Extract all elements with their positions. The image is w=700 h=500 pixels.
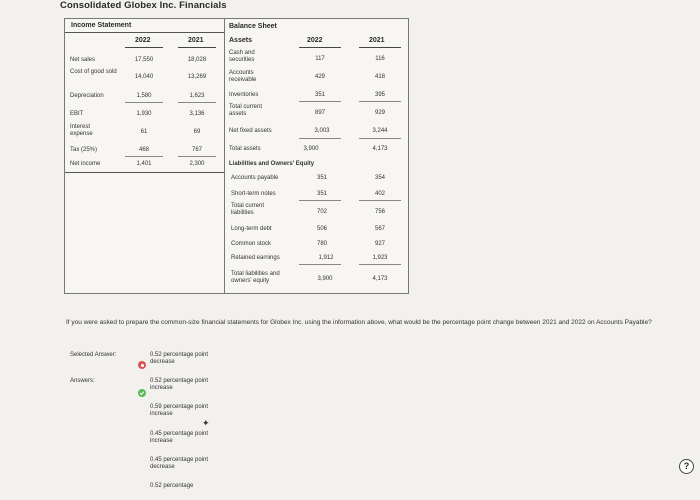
income-subtotal-rule bbox=[125, 156, 163, 157]
assets-heading: Assets bbox=[229, 37, 252, 44]
liability-total-rule bbox=[299, 264, 341, 265]
income-title-rule bbox=[65, 32, 224, 33]
income-subtotal-rule bbox=[178, 102, 216, 103]
liability-subtotal-rule bbox=[299, 200, 341, 201]
asset-subtotal-rule bbox=[299, 101, 341, 102]
liability-row-2021: 4,173 bbox=[372, 276, 388, 282]
mouse-cursor-icon: ✦ bbox=[202, 418, 210, 428]
liability-row-2022: 1,912 bbox=[318, 255, 334, 261]
income-row-label: Interest expense bbox=[70, 124, 93, 137]
liabilities-heading: Liabilities and Owners' Equity bbox=[229, 161, 315, 167]
liability-row-2021: 1,923 bbox=[372, 255, 388, 261]
asset-row-2022: 3,003 bbox=[314, 128, 330, 134]
income-row-label: Net income bbox=[70, 161, 101, 167]
asset-row-2021: 929 bbox=[374, 110, 385, 116]
asset-row-2021: 418 bbox=[374, 74, 385, 80]
answer-option: 0.52 percentage point increase bbox=[150, 378, 209, 391]
income-bottom-rule bbox=[65, 172, 224, 173]
income-row-2022: 468 bbox=[138, 147, 149, 153]
asset-total-rule bbox=[299, 138, 341, 139]
asset-row-label: Total assets bbox=[229, 146, 261, 152]
answer-option: 0.45 percentage point decrease bbox=[150, 457, 209, 470]
liability-row-2022: 351 bbox=[316, 175, 327, 181]
question-text: If you were asked to prepare the common-size financial statements for Globex Inc. using the information above, what would be the percentage point change between 2021 and 2022 on Accounts Payable? bbox=[66, 319, 652, 326]
asset-row-2021: 3,244 bbox=[372, 128, 388, 134]
balance-year-2022: 2022 bbox=[307, 37, 323, 44]
balance-2021-header-rule bbox=[359, 47, 401, 48]
liability-row-label: Total liabilities and owners' equity bbox=[231, 271, 280, 284]
asset-total-rule bbox=[359, 138, 401, 139]
asset-row-2021: 395 bbox=[374, 92, 385, 98]
asset-row-2022: 351 bbox=[314, 92, 325, 98]
income-row-2022: 61 bbox=[140, 129, 148, 135]
liability-row-2021: 927 bbox=[374, 241, 385, 247]
income-row-2021: 2,300 bbox=[189, 161, 205, 167]
asset-row-2021: 4,173 bbox=[372, 146, 388, 152]
incorrect-icon bbox=[138, 361, 146, 369]
section-divider bbox=[224, 19, 225, 293]
income-row-2022: 17,550 bbox=[134, 57, 154, 63]
income-statement-title: Income Statement bbox=[71, 22, 132, 29]
asset-row-label: Inventories bbox=[229, 92, 259, 98]
income-row-2022: 1,580 bbox=[136, 93, 152, 99]
income-subtotal-rule bbox=[125, 102, 163, 103]
income-2022-header-rule bbox=[125, 47, 163, 48]
balance-sheet-title: Balance Sheet bbox=[229, 23, 277, 30]
help-icon[interactable]: ? bbox=[679, 459, 694, 474]
asset-row-2022: 3,900 bbox=[303, 146, 319, 152]
income-row-2021: 69 bbox=[193, 129, 201, 135]
income-row-label: Depreciation bbox=[70, 93, 104, 99]
answer-option: 0.59 percentage point increase bbox=[150, 404, 209, 417]
liability-row-2021: 756 bbox=[374, 209, 385, 215]
asset-subtotal-rule bbox=[359, 101, 401, 102]
liability-row-2022: 351 bbox=[316, 191, 327, 197]
income-row-2022: 1,930 bbox=[136, 111, 152, 117]
answer-option: 0.52 percentage bbox=[150, 483, 194, 489]
liability-row-label: Total current liabilities bbox=[231, 203, 265, 216]
liability-row-2022: 702 bbox=[316, 209, 327, 215]
balance-2022-header-rule bbox=[299, 47, 341, 48]
income-row-label: EBIT bbox=[70, 111, 84, 117]
asset-row-2022: 897 bbox=[314, 110, 325, 116]
liability-row-2021: 402 bbox=[374, 191, 385, 197]
selected-answer-text: 0.52 percentage point decrease bbox=[150, 352, 209, 365]
liability-row-label: Long-term debt bbox=[231, 226, 272, 232]
income-year-2021: 2021 bbox=[188, 37, 204, 44]
income-row-label: Net sales bbox=[70, 57, 96, 63]
page-title: Consolidated Globex Inc. Financials bbox=[60, 0, 227, 11]
income-row-2021: 3,136 bbox=[189, 111, 205, 117]
financials-panel bbox=[64, 18, 409, 294]
liability-row-label: Accounts payable bbox=[231, 175, 279, 181]
income-subtotal-rule bbox=[178, 156, 216, 157]
liability-subtotal-rule bbox=[359, 200, 401, 201]
check-icon bbox=[139, 390, 145, 396]
asset-row-2021: 116 bbox=[375, 56, 385, 62]
liability-row-2022: 780 bbox=[316, 241, 327, 247]
asset-row-label: Accounts receivable bbox=[229, 70, 257, 83]
asset-row-2022: 429 bbox=[314, 74, 325, 80]
asset-row-2022: 117 bbox=[315, 56, 325, 62]
answers-label: Answers: bbox=[70, 378, 95, 384]
liability-total-rule bbox=[359, 264, 401, 265]
answer-option: 0.45 percentage point increase bbox=[150, 431, 209, 444]
liability-row-label: Retained earnings bbox=[231, 255, 280, 261]
asset-row-label: Cash and securities bbox=[229, 50, 255, 63]
income-row-2021: 18,028 bbox=[187, 57, 207, 63]
income-year-2022: 2022 bbox=[135, 37, 151, 44]
asset-row-label: Total current assets bbox=[229, 104, 263, 117]
liability-row-2021: 567 bbox=[374, 226, 385, 232]
liability-row-label: Short-term notes bbox=[231, 191, 276, 197]
liability-row-label: Common stock bbox=[231, 241, 272, 247]
income-2021-header-rule bbox=[178, 47, 216, 48]
selected-answer-label: Selected Answer: bbox=[70, 352, 117, 358]
correct-icon bbox=[138, 389, 146, 397]
income-row-label: Cost of good sold bbox=[70, 69, 117, 75]
balance-year-2021: 2021 bbox=[369, 37, 385, 44]
liability-row-2022: 506 bbox=[316, 226, 327, 232]
asset-row-label: Net fixed assets bbox=[229, 128, 272, 134]
income-row-2022: 1,401 bbox=[136, 161, 152, 167]
income-row-label: Tax (25%) bbox=[70, 147, 98, 153]
income-row-2021: 13,269 bbox=[187, 74, 207, 80]
income-row-2022: 14,040 bbox=[134, 74, 154, 80]
income-row-2021: 767 bbox=[191, 147, 202, 153]
liability-row-2021: 354 bbox=[374, 175, 385, 181]
income-row-2021: 1,623 bbox=[189, 93, 205, 99]
liability-row-2022: 3,900 bbox=[317, 276, 333, 282]
